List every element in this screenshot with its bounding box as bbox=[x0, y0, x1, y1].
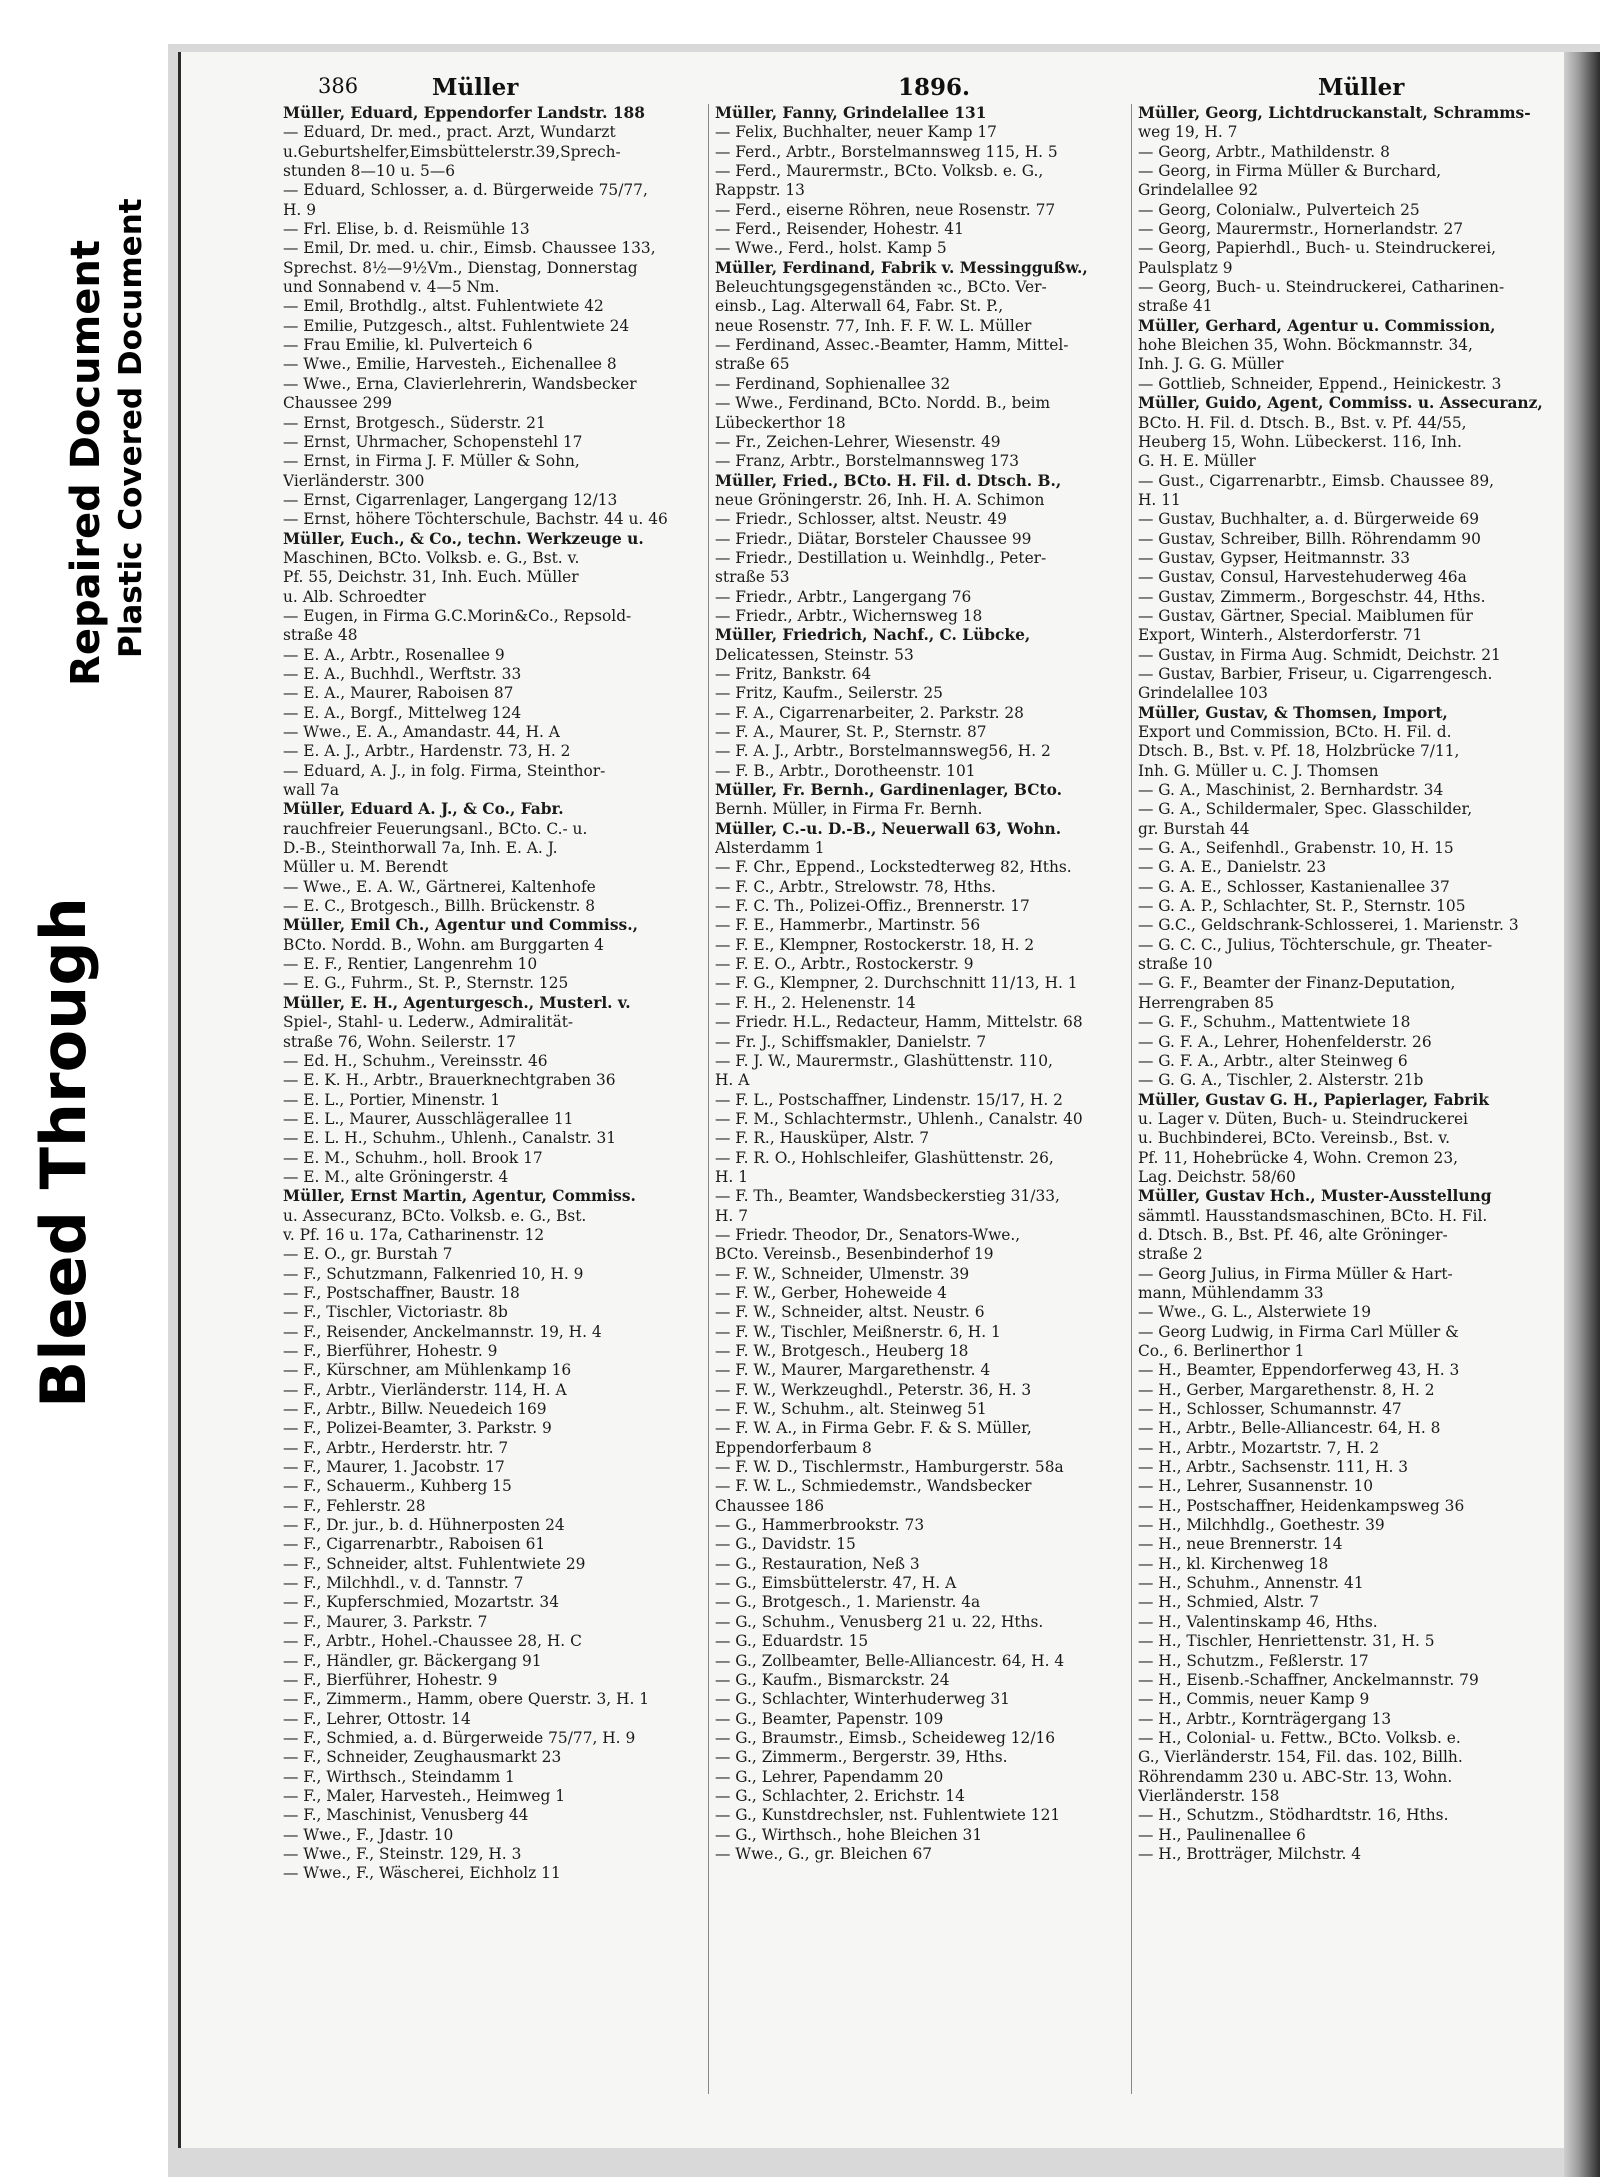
directory-entry-line: — G., Wirthsch., hohe Bleichen 31 bbox=[715, 1825, 983, 1844]
directory-entry-line: — Fritz, Kaufm., Seilerstr. 25 bbox=[715, 684, 943, 703]
directory-entry-line: — E. K. H., Arbtr., Brauerknechtgraben 36 bbox=[283, 1071, 616, 1090]
directory-entry-line: — H., Postschaffner, Heidenkampsweg 36 bbox=[1138, 1496, 1465, 1515]
directory-entry-line: straße 76, Wohn. Seilerstr. 17 bbox=[283, 1032, 516, 1051]
directory-entry-line: — G., Eduardstr. 15 bbox=[715, 1632, 869, 1651]
directory-entry-line: — H., Arbtr., Belle-Alliancestr. 64, H. 8 bbox=[1138, 1419, 1441, 1438]
directory-entry-line: — E. F., Rentier, Langenrehm 10 bbox=[283, 955, 538, 974]
directory-entry-line: — F. W., Werkzeughdl., Peterstr. 36, H. 3 bbox=[715, 1380, 1032, 1399]
directory-entry-line: — F. W., Schneider, Ulmenstr. 39 bbox=[715, 1264, 970, 1283]
directory-entry-line: — Friedr., Arbtr., Langergang 76 bbox=[715, 587, 972, 606]
directory-entry-line: — Wwe., Ferd., holst. Kamp 5 bbox=[715, 239, 947, 258]
directory-entry-line: — H., kl. Kirchenweg 18 bbox=[1138, 1554, 1329, 1573]
directory-entry-line: Lag. Deichstr. 58/60 bbox=[1138, 1167, 1296, 1186]
directory-entry-line: Müller, Gustav G. H., Papierlager, Fabrik bbox=[1138, 1090, 1489, 1109]
directory-entry-line: Müller, Gustav Hch., Muster-Ausstellung bbox=[1138, 1187, 1492, 1206]
directory-entry-line: Müller, Ernst Martin, Agentur, Commiss. bbox=[283, 1187, 636, 1206]
directory-entry-line: — Wwe., E. A., Amandastr. 44, H. A bbox=[283, 723, 560, 741]
directory-entry-line: Lübeckerthor 18 bbox=[715, 413, 846, 432]
directory-entry-line: — Gust., Cigarrenarbtr., Eimsb. Chaussee 89, bbox=[1138, 471, 1495, 490]
directory-entry-line: — Ernst, Brotgesch., Süderstr. 21 bbox=[283, 413, 546, 432]
directory-entry-line: G. H. E. Müller bbox=[1138, 452, 1256, 471]
directory-entry-line: — H., Arbtr., Mozartstr. 7, H. 2 bbox=[1138, 1438, 1380, 1457]
directory-entry-line: BCto. Nordd. B., Wohn. am Burggarten 4 bbox=[283, 935, 604, 954]
directory-entry-line: Sprechst. 8½—9½Vm., Dienstag, Donnerstag bbox=[283, 258, 638, 277]
directory-entry-line: — H., Milchhdlg., Goethestr. 39 bbox=[1138, 1516, 1385, 1535]
directory-entry-line: — Ferd., Arbtr., Borstelmannsweg 115, H. 5 bbox=[715, 142, 1058, 161]
directory-entry-line: — Wwe., F., Steinstr. 129, H. 3 bbox=[283, 1844, 522, 1863]
directory-entry-line: — F. E., Klempner, Rostockerstr. 18, H. 2 bbox=[715, 935, 1035, 954]
directory-entry-line: — F., Maurer, 3. Parkstr. 7 bbox=[283, 1612, 488, 1631]
directory-entry-line: — F., Lehrer, Ottostr. 14 bbox=[283, 1709, 471, 1728]
directory-entry-line: — H., Schutzm., Stödhardtstr. 16, Hths. bbox=[1138, 1806, 1449, 1825]
directory-entry-line: — G., Restauration, Neß 3 bbox=[715, 1554, 920, 1573]
directory-entry-line: Herrengraben 85 bbox=[1138, 993, 1274, 1012]
directory-entry-line: — H., Beamter, Eppendorferweg 43, H. 3 bbox=[1138, 1361, 1460, 1380]
directory-column-3 bbox=[1138, 104, 1560, 1864]
directory-entry-line: Export und Commission, BCto. H. Fil. d. bbox=[1138, 723, 1452, 741]
directory-entry-line: Müller, Fr. Bernh., Gardinenlager, BCto. bbox=[715, 781, 1062, 800]
directory-entry-line: — G., Kaufm., Bismarckstr. 24 bbox=[715, 1670, 950, 1689]
right-running-head: Müller bbox=[1318, 74, 1405, 101]
directory-entry-line: — E. L., Portier, Minenstr. 1 bbox=[283, 1090, 501, 1109]
page-edge-shadow bbox=[1564, 52, 1600, 2177]
directory-entry-line: — F., Postschaffner, Baustr. 18 bbox=[283, 1283, 520, 1302]
directory-entry-line: Spiel-, Stahl- u. Lederw., Admiralität- bbox=[283, 1013, 574, 1032]
directory-entry-line: — F., Schneider, Zeughausmarkt 23 bbox=[283, 1748, 562, 1767]
directory-entry-line: — H., Schmied, Alstr. 7 bbox=[1138, 1593, 1320, 1612]
directory-entry-line: — Frl. Elise, b. d. Reismühle 13 bbox=[283, 220, 530, 239]
directory-entry-line: — F. W. D., Tischlermstr., Hamburgerstr. 58a bbox=[715, 1458, 1064, 1477]
directory-entry-line: — G., Braumstr., Eimsb., Scheideweg 12/16 bbox=[715, 1728, 1056, 1747]
directory-entry-line: — Eduard, Schlosser, a. d. Bürgerweide 75/77, bbox=[283, 181, 648, 200]
directory-entry-line: — Georg, Buch- u. Steindruckerei, Catharinen- bbox=[1138, 278, 1505, 297]
directory-entry-line: — E. L., Maurer, Ausschlägerallee 11 bbox=[283, 1109, 574, 1128]
directory-entry-line: — H., Valentinskamp 46, Hths. bbox=[1138, 1612, 1378, 1631]
directory-entry-line: — Georg, in Firma Müller & Burchard, bbox=[1138, 162, 1442, 181]
directory-entry-line: — Eugen, in Firma G.C.Morin&Co., Repsold- bbox=[283, 606, 632, 625]
year-heading: 1896. bbox=[898, 74, 971, 101]
directory-entry-line: — F., Arbtr., Hohel.-Chaussee 28, H. C bbox=[283, 1632, 582, 1651]
directory-entry-line: — F., Cigarrenarbtr., Raboisen 61 bbox=[283, 1535, 546, 1554]
directory-entry-line: — F., Bierführer, Hohestr. 9 bbox=[283, 1342, 498, 1360]
directory-entry-line: — F. B., Arbtr., Dorotheenstr. 101 bbox=[715, 761, 976, 780]
directory-entry-line: Müller, E. H., Agenturgesch., Musterl. v. bbox=[283, 993, 631, 1012]
directory-entry-line: — F. J. W., Maurermstr., Glashüttenstr. 110, bbox=[715, 1051, 1053, 1070]
directory-entry-line: G., Vierländerstr. 154, Fil. das. 102, Billh. bbox=[1138, 1748, 1463, 1767]
directory-entry-line: H. 1 bbox=[715, 1167, 748, 1186]
directory-entry-line: — Ferd., eiserne Röhren, neue Rosenstr. 77 bbox=[715, 200, 1056, 219]
directory-entry-line: — Friedr. Theodor, Dr., Senators-Wwe., bbox=[715, 1225, 1021, 1244]
directory-entry-line: weg 19, H. 7 bbox=[1138, 123, 1238, 142]
directory-entry-line: — E. A. J., Arbtr., Hardenstr. 73, H. 2 bbox=[283, 742, 571, 761]
directory-entry-line: — F. C. Th., Polizei-Offiz., Brennerstr. 17 bbox=[715, 897, 1030, 916]
directory-entry-line: — Georg, Arbtr., Mathildenstr. 8 bbox=[1138, 142, 1390, 161]
directory-entry-line: — F., Maurer, 1. Jacobstr. 17 bbox=[283, 1458, 505, 1477]
directory-entry-line: — F., Fehlerstr. 28 bbox=[283, 1496, 426, 1515]
directory-entry-line: — F. W., Brotgesch., Heuberg 18 bbox=[715, 1342, 969, 1360]
directory-entry-line: — Wwe., F., Wäscherei, Eichholz 11 bbox=[283, 1864, 561, 1883]
directory-entry-line: — G. F., Schuhm., Mattentwiete 18 bbox=[1138, 1013, 1411, 1032]
directory-entry-line: — H., Schlosser, Schumannstr. 47 bbox=[1138, 1400, 1402, 1419]
directory-entry-line: — Emil, Brothdlg., altst. Fuhlentwiete 42 bbox=[283, 297, 604, 316]
directory-entry-line: — G. A. E., Danielstr. 23 bbox=[1138, 858, 1327, 877]
directory-entry-line: — H., Gerber, Margarethenstr. 8, H. 2 bbox=[1138, 1380, 1435, 1399]
directory-entry-line: — G. C. C., Julius, Töchterschule, gr. Theater- bbox=[1138, 935, 1493, 954]
directory-entry-line: — F. W., Gerber, Hoheweide 4 bbox=[715, 1283, 947, 1302]
directory-entry-line: — Fritz, Bankstr. 64 bbox=[715, 664, 872, 683]
directory-entry-line: — F., Polizei-Beamter, 3. Parkstr. 9 bbox=[283, 1419, 552, 1438]
directory-entry-line: — Ferd., Reisender, Hohestr. 41 bbox=[715, 220, 964, 239]
directory-entry-line: Eppendorferbaum 8 bbox=[715, 1438, 872, 1457]
directory-entry-line: — G. G. A., Tischler, 2. Alsterstr. 21b bbox=[1138, 1071, 1424, 1090]
directory-entry-line: rauchfreier Feuerungsanl., BCto. C.- u. bbox=[283, 819, 588, 838]
directory-entry-line: — Georg Julius, in Firma Müller & Hart- bbox=[1138, 1264, 1453, 1283]
directory-entry-line: Pf. 55, Deichstr. 31, Inh. Euch. Müller bbox=[283, 568, 579, 587]
directory-entry-line: — F. L., Postschaffner, Lindenstr. 15/17, H. 2 bbox=[715, 1090, 1063, 1109]
directory-entry-line: Müller, Fried., BCto. H. Fil. d. Dtsch. B., bbox=[715, 471, 1062, 490]
directory-entry-line: — Wwe., F., Jdastr. 10 bbox=[283, 1825, 454, 1844]
directory-entry-line: — G., Eimsbüttelerstr. 47, H. A bbox=[715, 1574, 957, 1593]
directory-entry-line: — G. A., Maschinist, 2. Bernhardstr. 34 bbox=[1138, 781, 1444, 800]
directory-entry-line: — E. A., Borgf., Mittelweg 124 bbox=[283, 703, 522, 722]
directory-entry-line: neue Gröningerstr. 26, Inh. H. A. Schimon bbox=[715, 490, 1045, 509]
directory-entry-line: sämmtl. Hausstandsmaschinen, BCto. H. Fil. bbox=[1138, 1206, 1488, 1225]
directory-entry-line: — E. A., Maurer, Raboisen 87 bbox=[283, 684, 514, 703]
directory-entry-line: Müller, Gerhard, Agentur u. Commission, bbox=[1138, 316, 1496, 335]
repaired-document-label: Repaired Document bbox=[63, 240, 109, 686]
directory-entry-line: straße 41 bbox=[1138, 297, 1213, 316]
directory-entry-line: — E. C., Brotgesch., Billh. Brückenstr. 8 bbox=[283, 897, 596, 916]
directory-entry-line: — Emil, Dr. med. u. chir., Eimsb. Chaussee 133, bbox=[283, 239, 656, 258]
directory-entry-line: — Frau Emilie, kl. Pulverteich 6 bbox=[283, 336, 533, 355]
directory-entry-line: — H., Commis, neuer Kamp 9 bbox=[1138, 1690, 1370, 1709]
directory-entry-line: Beleuchtungsgegenständen ꝛc., BCto. Ver- bbox=[715, 278, 1047, 297]
directory-entry-line: Müller, Eduard A. J., & Co., Fabr. bbox=[283, 800, 564, 819]
directory-entry-line: H. A bbox=[715, 1071, 750, 1090]
directory-entry-line: — F., Händler, gr. Bäckergang 91 bbox=[283, 1651, 542, 1670]
directory-entry-line: — F., Arbtr., Vierländerstr. 114, H. A bbox=[283, 1380, 567, 1399]
directory-entry-line: — G., Hammerbrookstr. 73 bbox=[715, 1516, 925, 1535]
directory-entry-line: — Georg, Colonialw., Pulverteich 25 bbox=[1138, 200, 1420, 219]
directory-entry-line: — F., Wirthsch., Steindamm 1 bbox=[283, 1767, 515, 1786]
directory-entry-line: Müller, Emil Ch., Agentur und Commiss., bbox=[283, 916, 638, 935]
directory-entry-line: — F. C., Arbtr., Strelowstr. 78, Hths. bbox=[715, 877, 996, 896]
directory-entry-line: Müller, Georg, Lichtdruckanstalt, Schramms- bbox=[1138, 104, 1531, 122]
column-divider bbox=[708, 104, 709, 2094]
directory-entry-line: — Ferd., Maurermstr., BCto. Volksb. e. G., bbox=[715, 162, 1044, 181]
directory-entry-line: — F. A., Cigarrenarbeiter, 2. Parkstr. 28 bbox=[715, 703, 1024, 722]
directory-entry-line: u. Assecuranz, BCto. Volksb. e. G., Bst. bbox=[283, 1206, 587, 1225]
directory-entry-line: — F., Kürschner, am Mühlenkamp 16 bbox=[283, 1361, 572, 1380]
directory-entry-line: — Felix, Buchhalter, neuer Kamp 17 bbox=[715, 123, 997, 142]
directory-entry-line: u.Geburtshelfer,Eimsbüttelerstr.39,Sprech- bbox=[283, 142, 621, 161]
bleed-through-label: Bleed Through bbox=[27, 897, 100, 1408]
directory-entry-line: — E. A., Arbtr., Rosenallee 9 bbox=[283, 645, 505, 664]
directory-entry-line: — G., Schlachter, 2. Erichstr. 14 bbox=[715, 1786, 965, 1805]
directory-entry-line: u. Alb. Schroedter bbox=[283, 587, 426, 606]
directory-entry-line: — G., Davidstr. 15 bbox=[715, 1535, 856, 1554]
directory-entry-line: Dtsch. B., Bst. v. Pf. 18, Holzbrücke 7/11, bbox=[1138, 742, 1460, 761]
directory-entry-line: — F., Reisender, Anckelmannstr. 19, H. 4 bbox=[283, 1322, 602, 1341]
directory-entry-line: — G. A., Seifenhdl., Grabenstr. 10, H. 15 bbox=[1138, 839, 1454, 858]
directory-entry-line: Müller, Gustav, & Thomsen, Import, bbox=[1138, 703, 1448, 722]
directory-entry-line: straße 53 bbox=[715, 568, 790, 587]
directory-entry-line: — Wwe., Erna, Clavierlehrerin, Wandsbecker bbox=[283, 374, 637, 393]
directory-entry-line: — G.C., Geldschrank-Schlosserei, 1. Marienstr. 3 bbox=[1138, 916, 1519, 935]
directory-entry-line: — G. F., Beamter der Finanz-Deputation, bbox=[1138, 974, 1456, 993]
directory-entry-line: — Emilie, Putzgesch., altst. Fuhlentwiete 24 bbox=[283, 316, 630, 335]
directory-entry-line: — F. W., Maurer, Margarethenstr. 4 bbox=[715, 1361, 991, 1380]
directory-entry-line: — Georg Ludwig, in Firma Carl Müller & bbox=[1138, 1322, 1459, 1341]
directory-entry-line: gr. Burstah 44 bbox=[1138, 819, 1250, 838]
directory-entry-line: — Fr., Zeichen-Lehrer, Wiesenstr. 49 bbox=[715, 432, 1001, 451]
directory-entry-line: — Ernst, Cigarrenlager, Langergang 12/13 bbox=[283, 490, 618, 509]
directory-entry-line: — F. W., Tischler, Meißnerstr. 6, H. 1 bbox=[715, 1322, 1001, 1341]
directory-entry-line: — G. F. A., Lehrer, Hohenfelderstr. 26 bbox=[1138, 1032, 1432, 1051]
directory-entry-line: Grindelallee 92 bbox=[1138, 181, 1259, 200]
directory-entry-line: — F. Th., Beamter, Wandsbeckerstieg 31/33, bbox=[715, 1187, 1060, 1206]
directory-entry-line: — Gustav, Gypser, Heitmannstr. 33 bbox=[1138, 548, 1411, 567]
directory-entry-line: — G. F. A., Arbtr., alter Steinweg 6 bbox=[1138, 1051, 1408, 1070]
directory-entry-line: — F. H., 2. Helenenstr. 14 bbox=[715, 993, 916, 1012]
directory-entry-line: Inh. G. Müller u. C. J. Thomsen bbox=[1138, 761, 1379, 780]
directory-entry-line: — F., Dr. jur., b. d. Hühnerposten 24 bbox=[283, 1516, 565, 1535]
directory-entry-line: einsb., Lag. Alterwall 64, Fabr. St. P., bbox=[715, 297, 1004, 316]
directory-entry-line: u. Buchbinderei, BCto. Vereinsb., Bst. v. bbox=[1138, 1129, 1451, 1148]
directory-entry-line: — H., neue Brennerstr. 14 bbox=[1138, 1535, 1343, 1554]
directory-entry-line: — F., Schutzmann, Falkenried 10, H. 9 bbox=[283, 1264, 584, 1283]
directory-entry-line: straße 2 bbox=[1138, 1245, 1203, 1264]
directory-entry-line: — F. W., Schuhm., alt. Steinweg 51 bbox=[715, 1400, 987, 1419]
directory-entry-line: — F., Maschinist, Venusberg 44 bbox=[283, 1806, 529, 1825]
directory-entry-line: — Ed. H., Schuhm., Vereinsstr. 46 bbox=[283, 1051, 548, 1070]
directory-entry-line: — H., Tischler, Henriettenstr. 31, H. 5 bbox=[1138, 1632, 1435, 1651]
directory-entry-line: — Fr. J., Schiffsmakler, Danielstr. 7 bbox=[715, 1032, 987, 1051]
directory-entry-line: Grindelallee 103 bbox=[1138, 684, 1268, 703]
directory-entry-line: — H., Eisenb.-Schaffner, Anckelmannstr. 79 bbox=[1138, 1670, 1479, 1689]
directory-entry-line: — F. A. J., Arbtr., Borstelmannsweg56, H. 2 bbox=[715, 742, 1051, 761]
directory-entry-line: — Wwe., G. L., Alsterwiete 19 bbox=[1138, 1303, 1372, 1322]
directory-entry-line: Müller, Euch., & Co., techn. Werkzeuge u. bbox=[283, 529, 644, 548]
directory-entry-line: — F. Chr., Eppend., Lockstedterweg 82, Hths. bbox=[715, 858, 1072, 877]
directory-entry-line: Müller, Fanny, Grindelallee 131 bbox=[715, 104, 987, 122]
directory-entry-line: H. 9 bbox=[283, 200, 316, 219]
directory-entry-line: — F., Milchhdl., v. d. Tannstr. 7 bbox=[283, 1574, 524, 1593]
directory-entry-line: — G., Kunstdrechsler, nst. Fuhlentwiete 121 bbox=[715, 1806, 1061, 1825]
directory-entry-line: — Gustav, Buchhalter, a. d. Bürgerweide 69 bbox=[1138, 510, 1480, 529]
directory-entry-line: Chaussee 299 bbox=[283, 394, 393, 413]
directory-entry-line: stunden 8—10 u. 5—6 bbox=[283, 162, 456, 181]
directory-entry-line: — G., Zollbeamter, Belle-Alliancestr. 64, H. 4 bbox=[715, 1651, 1065, 1670]
directory-entry-line: Alsterdamm 1 bbox=[715, 839, 825, 858]
directory-entry-line: BCto. H. Fil. d. Dtsch. B., Bst. v. Pf. 44/55, bbox=[1138, 413, 1467, 432]
directory-entry-line: Vierländerstr. 158 bbox=[1138, 1786, 1280, 1805]
directory-entry-line: — Gustav, Barbier, Friseur, u. Cigarrengesch. bbox=[1138, 664, 1493, 683]
directory-entry-line: — F., Tischler, Victoriastr. 8b bbox=[283, 1303, 508, 1322]
directory-entry-line: Paulsplatz 9 bbox=[1138, 258, 1233, 277]
directory-entry-line: d. Dtsch. B., Bst. Pf. 46, alte Gröninger- bbox=[1138, 1225, 1448, 1244]
directory-entry-line: — Ferdinand, Sophienallee 32 bbox=[715, 374, 951, 393]
directory-entry-line: — F., Arbtr., Herderstr. htr. 7 bbox=[283, 1438, 509, 1457]
directory-entry-line: — Gustav, Schreiber, Billh. Röhrendamm 90 bbox=[1138, 529, 1481, 548]
directory-entry-line: — F. W. L., Schmiedemstr., Wandsbecker bbox=[715, 1477, 1032, 1496]
directory-entry-line: Müller, Ferdinand, Fabrik v. Messinggußw., bbox=[715, 258, 1088, 277]
directory-entry-line: — Wwe., Ferdinand, BCto. Nordd. B., beim bbox=[715, 394, 1051, 413]
directory-entry-line: — F. M., Schlachtermstr., Uhlenh., Canalstr. 40 bbox=[715, 1109, 1083, 1128]
directory-entry-line: — H., Paulinenallee 6 bbox=[1138, 1825, 1306, 1844]
directory-entry-line: — G., Lehrer, Papendamm 20 bbox=[715, 1767, 944, 1786]
directory-entry-line: — G., Beamter, Papenstr. 109 bbox=[715, 1709, 944, 1728]
directory-entry-line: — F. R., Hausküper, Alstr. 7 bbox=[715, 1129, 930, 1148]
directory-entry-line: Vierländerstr. 300 bbox=[283, 471, 425, 490]
directory-entry-line: — Friedr., Schlosser, altst. Neustr. 49 bbox=[715, 510, 1007, 529]
directory-entry-line: — E. O., gr. Burstah 7 bbox=[283, 1245, 453, 1264]
directory-entry-line: H. 11 bbox=[1138, 490, 1181, 509]
directory-entry-line: Müller u. M. Berendt bbox=[283, 858, 448, 877]
directory-entry-line: — F. G., Klempner, 2. Durchschnitt 11/13, H. 1 bbox=[715, 974, 1078, 993]
directory-entry-line: — Gustav, in Firma Aug. Schmidt, Deichstr. 21 bbox=[1138, 645, 1501, 664]
directory-entry-line: — G., Brotgesch., 1. Marienstr. 4a bbox=[715, 1593, 981, 1612]
directory-entry-line: — F., Schneider, altst. Fuhlentwiete 29 bbox=[283, 1554, 586, 1573]
directory-entry-line: — Ernst, höhere Töchterschule, Bachstr. 44 u. 46 bbox=[283, 510, 668, 529]
page-number: 386 bbox=[318, 74, 359, 98]
directory-entry-line: Müller, Guido, Agent, Commiss. u. Assecuranz, bbox=[1138, 394, 1543, 413]
directory-entry-line: — Wwe., G., gr. Bleichen 67 bbox=[715, 1844, 933, 1863]
directory-entry-line: Müller, Eduard, Eppendorfer Landstr. 188 bbox=[283, 104, 645, 122]
directory-entry-line: — Friedr., Destillation u. Weinhdlg., Peter- bbox=[715, 548, 1047, 567]
directory-entry-line: — H., Colonial- u. Fettw., BCto. Volksb. e. bbox=[1138, 1728, 1461, 1747]
directory-entry-line: — H., Lehrer, Susannenstr. 10 bbox=[1138, 1477, 1374, 1496]
directory-entry-line: — G., Schlachter, Winterhuderweg 31 bbox=[715, 1690, 1010, 1709]
directory-entry-line: — Friedr., Diätar, Borsteler Chaussee 99 bbox=[715, 529, 1032, 548]
directory-entry-line: — F., Bierführer, Hohestr. 9 bbox=[283, 1670, 498, 1689]
directory-entry-line: Bernh. Müller, in Firma Fr. Bernh. bbox=[715, 800, 983, 819]
directory-entry-line: D.-B., Steinthorwall 7a, Inh. E. A. J. bbox=[283, 839, 558, 858]
directory-entry-line: — F., Schmied, a. d. Bürgerweide 75/77, H. 9 bbox=[283, 1728, 636, 1747]
directory-entry-line: — Gottlieb, Schneider, Eppend., Heinickestr. 3 bbox=[1138, 374, 1502, 393]
directory-entry-line: — G. A. P., Schlachter, St. P., Sternstr. 105 bbox=[1138, 897, 1466, 916]
directory-entry-line: — F. A., Maurer, St. P., Sternstr. 87 bbox=[715, 723, 987, 741]
directory-entry-line: — F., Zimmerm., Hamm, obere Querstr. 3, H. 1 bbox=[283, 1690, 650, 1709]
directory-entry-line: — G. A. E., Schlosser, Kastanienallee 37 bbox=[1138, 877, 1450, 896]
directory-entry-line: Export, Winterh., Alsterdorferstr. 71 bbox=[1138, 626, 1423, 645]
directory-entry-line: — G., Schuhm., Venusberg 21 u. 22, Hths. bbox=[715, 1612, 1044, 1631]
left-running-head: Müller bbox=[432, 74, 519, 101]
directory-entry-line: — F., Maler, Harvesteh., Heimweg 1 bbox=[283, 1786, 566, 1805]
directory-entry-line: — E. L. H., Schuhm., Uhlenh., Canalstr. 31 bbox=[283, 1129, 617, 1148]
directory-entry-line: — F. E., Hammerbr., Martinstr. 56 bbox=[715, 916, 981, 935]
directory-entry-line: H. 7 bbox=[715, 1206, 748, 1225]
directory-entry-line: — Wwe., Emilie, Harvesteh., Eichenallee 8 bbox=[283, 355, 617, 374]
directory-entry-line: wall 7a bbox=[283, 781, 340, 800]
directory-entry-line: — Eduard, Dr. med., pract. Arzt, Wundarzt bbox=[283, 123, 616, 142]
directory-entry-line: — H., Brotträger, Milchstr. 4 bbox=[1138, 1844, 1362, 1863]
directory-entry-line: neue Rosenstr. 77, Inh. F. F. W. L. Müller bbox=[715, 316, 1032, 335]
directory-entry-line: — Georg, Maurermstr., Hornerlandstr. 27 bbox=[1138, 220, 1464, 239]
directory-column-1 bbox=[283, 104, 701, 1884]
directory-entry-line: — Gustav, Consul, Harvestehuderweg 46a bbox=[1138, 568, 1467, 587]
directory-entry-line: — F. R. O., Hohlschleifer, Glashüttenstr. 26, bbox=[715, 1148, 1054, 1167]
directory-entry-line: — F., Kupferschmied, Mozartstr. 34 bbox=[283, 1593, 559, 1612]
directory-entry-line: u. Lager v. Düten, Buch- u. Steindruckerei bbox=[1138, 1109, 1468, 1128]
directory-entry-line: — F. E. O., Arbtr., Rostockerstr. 9 bbox=[715, 955, 974, 974]
directory-entry-line: — E. A., Buchhdl., Werftstr. 33 bbox=[283, 664, 522, 683]
directory-entry-line: Heuberg 15, Wohn. Lübeckerst. 116, Inh. bbox=[1138, 432, 1462, 451]
directory-entry-line: — H., Schuhm., Annenstr. 41 bbox=[1138, 1574, 1364, 1593]
directory-entry-line: — E. G., Fuhrm., St. P., Sternstr. 125 bbox=[283, 974, 569, 993]
directory-entry-line: — F., Schauerm., Kuhberg 15 bbox=[283, 1477, 512, 1496]
directory-entry-line: — Gustav, Zimmerm., Borgeschstr. 44, Hths. bbox=[1138, 587, 1486, 606]
directory-column-2 bbox=[715, 104, 1135, 1864]
column-divider bbox=[1131, 104, 1132, 2094]
directory-entry-line: hohe Bleichen 35, Wohn. Böckmannstr. 34, bbox=[1138, 336, 1473, 355]
directory-entry-line: BCto. Vereinsb., Besenbinderhof 19 bbox=[715, 1245, 994, 1264]
directory-entry-line: Delicatessen, Steinstr. 53 bbox=[715, 645, 914, 664]
directory-entry-line: — H., Arbtr., Kornträgergang 13 bbox=[1138, 1709, 1392, 1728]
directory-entry-line: — E. M., Schuhm., holl. Brook 17 bbox=[283, 1148, 543, 1167]
directory-entry-line: — Gustav, Gärtner, Special. Maiblumen für bbox=[1138, 606, 1473, 625]
directory-entry-line: — Georg, Papierhdl., Buch- u. Steindruckerei, bbox=[1138, 239, 1497, 258]
directory-entry-line: — F., Arbtr., Billw. Neuedeich 169 bbox=[283, 1400, 547, 1419]
directory-entry-line: — Friedr. H.L., Redacteur, Hamm, Mittelstr. 68 bbox=[715, 1013, 1083, 1032]
directory-entry-line: straße 10 bbox=[1138, 955, 1213, 974]
directory-entry-line: Chaussee 186 bbox=[715, 1496, 825, 1515]
directory-entry-line: — Eduard, A. J., in folg. Firma, Steinthor- bbox=[283, 761, 606, 780]
directory-entry-line: — H., Arbtr., Sachsenstr. 111, H. 3 bbox=[1138, 1458, 1409, 1477]
directory-entry-line: straße 48 bbox=[283, 626, 358, 645]
directory-entry-line: — Wwe., E. A. W., Gärtnerei, Kaltenhofe bbox=[283, 877, 596, 896]
directory-entry-line: — G. A., Schildermaler, Spec. Glasschilder, bbox=[1138, 800, 1473, 819]
directory-entry-line: Inh. J. G. G. Müller bbox=[1138, 355, 1284, 374]
directory-entry-line: — Ernst, in Firma J. F. Müller & Sohn, bbox=[283, 452, 580, 471]
directory-entry-line: Co., 6. Berlinerthor 1 bbox=[1138, 1342, 1305, 1360]
directory-entry-line: und Sonnabend v. 4—5 Nm. bbox=[283, 278, 500, 297]
directory-entry-line: — E. M., alte Gröningerstr. 4 bbox=[283, 1167, 509, 1186]
directory-entry-line: Müller, Friedrich, Nachf., C. Lübcke, bbox=[715, 626, 1031, 645]
directory-entry-line: — F. W., Schneider, altst. Neustr. 6 bbox=[715, 1303, 985, 1322]
directory-entry-line: v. Pf. 16 u. 17a, Catharinenstr. 12 bbox=[283, 1225, 545, 1244]
directory-entry-line: — G., Zimmerm., Bergerstr. 39, Hths. bbox=[715, 1748, 1008, 1767]
directory-entry-line: — F. W. A., in Firma Gebr. F. & S. Müller, bbox=[715, 1419, 1032, 1438]
directory-entry-line: straße 65 bbox=[715, 355, 790, 374]
directory-entry-line: — Ernst, Uhrmacher, Schopenstehl 17 bbox=[283, 432, 583, 451]
directory-entry-line: Röhrendamm 230 u. ABC-Str. 13, Wohn. bbox=[1138, 1767, 1453, 1786]
directory-entry-line: Müller, C.-u. D.-B., Neuerwall 63, Wohn. bbox=[715, 819, 1062, 838]
directory-entry-line: — Franz, Arbtr., Borstelmannsweg 173 bbox=[715, 452, 1020, 471]
plastic-covered-document-label: Plastic Covered Document bbox=[113, 198, 149, 658]
directory-entry-line: Pf. 11, Hohebrücke 4, Wohn. Cremon 23, bbox=[1138, 1148, 1459, 1167]
directory-entry-line: — Friedr., Arbtr., Wichernsweg 18 bbox=[715, 606, 983, 625]
directory-entry-line: — Ferdinand, Assec.-Beamter, Hamm, Mittel- bbox=[715, 336, 1069, 355]
directory-entry-line: Maschinen, BCto. Volksb. e. G., Bst. v. bbox=[283, 548, 580, 567]
directory-entry-line: — H., Schutzm., Feßlerstr. 17 bbox=[1138, 1651, 1369, 1670]
directory-entry-line: mann, Mühlendamm 33 bbox=[1138, 1283, 1324, 1302]
directory-entry-line: Rappstr. 13 bbox=[715, 181, 805, 200]
